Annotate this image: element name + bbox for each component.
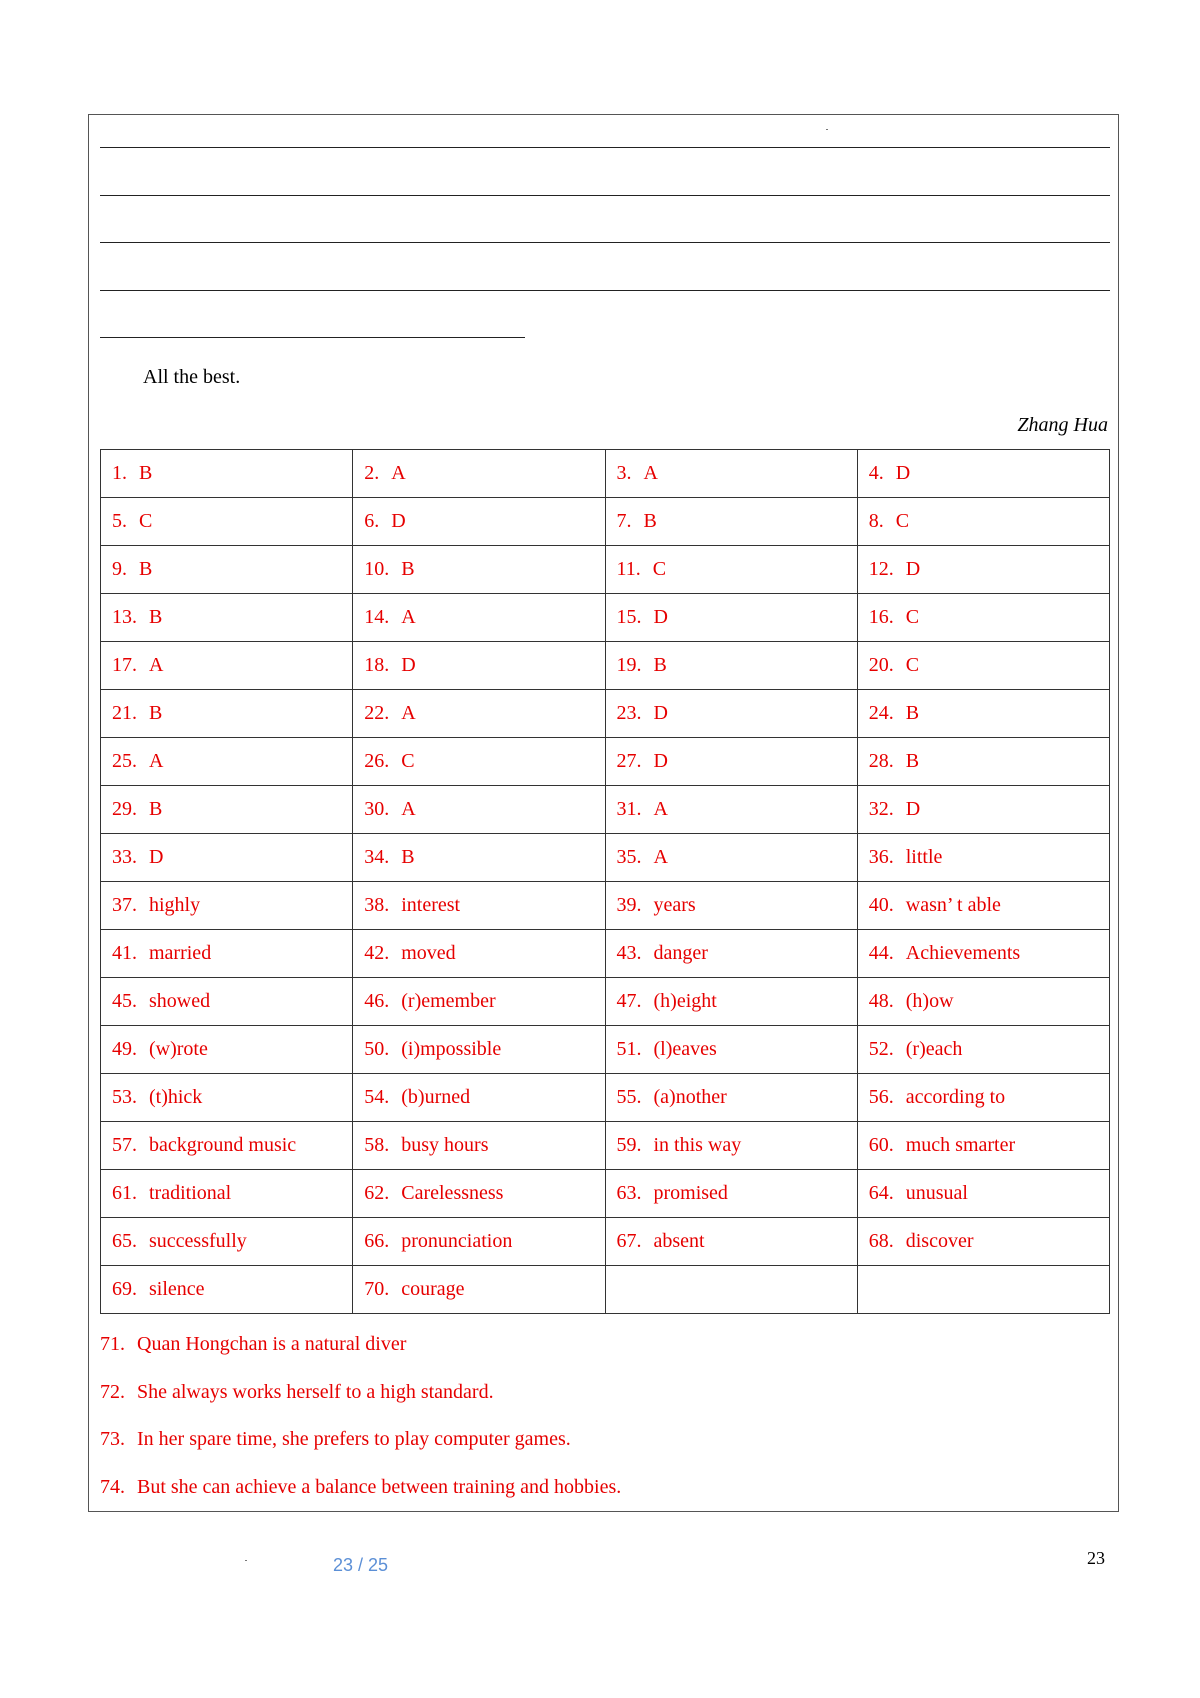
question-number: 5. xyxy=(112,510,127,532)
sentence-answer xyxy=(100,1333,1110,1381)
answer-cell xyxy=(101,786,353,834)
answer-text: little xyxy=(905,846,943,868)
question-number: 33. xyxy=(112,846,137,868)
answer-cell xyxy=(101,978,353,1026)
answer-cell xyxy=(353,930,605,978)
answer-cell xyxy=(857,1122,1109,1170)
answer-cell xyxy=(857,642,1109,690)
question-number: 22. xyxy=(364,702,390,724)
answer-cell xyxy=(857,1266,1109,1314)
answer-row xyxy=(101,978,1110,1026)
answer-text: B xyxy=(905,702,920,724)
answer-text: D xyxy=(895,462,911,484)
question-number: 71. xyxy=(100,1333,125,1355)
answer-cell xyxy=(101,450,353,498)
answer-cell xyxy=(605,498,857,546)
question-number: 64. xyxy=(868,1182,894,1204)
answer-text: interest xyxy=(401,894,461,916)
answer-text: married xyxy=(149,942,212,964)
answer-text: according to xyxy=(905,1086,1006,1108)
question-number: 37. xyxy=(112,894,137,916)
answer-cell xyxy=(101,1074,353,1122)
question-number: 50. xyxy=(364,1038,390,1060)
answer-row xyxy=(101,690,1110,738)
answer-text: A xyxy=(401,606,416,628)
question-number: 69. xyxy=(112,1278,137,1300)
question-number: 19. xyxy=(616,654,642,676)
answer-cell xyxy=(605,786,857,834)
answer-cell xyxy=(857,786,1109,834)
sentence-text: In her spare time, she prefers to play computer games. xyxy=(137,1428,571,1450)
answer-cell xyxy=(605,642,857,690)
answer-row xyxy=(101,1170,1110,1218)
question-number: 10. xyxy=(364,558,390,580)
answer-cell xyxy=(101,498,353,546)
question-number: 72. xyxy=(100,1380,125,1403)
answer-cell xyxy=(857,834,1109,882)
question-number: 53. xyxy=(112,1086,137,1108)
answer-text: A xyxy=(401,798,416,820)
answer-row xyxy=(101,738,1110,786)
answer-cell xyxy=(857,546,1109,594)
answer-cell xyxy=(857,738,1109,786)
question-number: 38. xyxy=(364,894,390,916)
answer-text: B xyxy=(905,750,920,772)
answer-cell xyxy=(101,882,353,930)
answer-text: B xyxy=(401,846,415,868)
answer-cell xyxy=(353,594,605,642)
question-number: 63. xyxy=(616,1182,642,1204)
page-counter: 23 / 25 xyxy=(333,1555,389,1575)
answer-text: years xyxy=(653,894,696,916)
answer-cell xyxy=(857,450,1109,498)
question-number: 40. xyxy=(868,894,894,916)
answer-cell xyxy=(101,1218,353,1266)
question-number: 6. xyxy=(364,510,380,532)
answer-text: wasn’ t able xyxy=(905,894,1001,916)
answer-text: much smarter xyxy=(905,1134,1016,1156)
answer-cell xyxy=(857,978,1109,1026)
question-number: 59. xyxy=(616,1134,642,1156)
answer-text: D xyxy=(905,558,921,580)
sentence-answer xyxy=(100,1381,1110,1429)
question-number: 7. xyxy=(616,510,632,532)
sentence-text: Quan Hongchan is a natural diver xyxy=(137,1333,407,1355)
question-number: 17. xyxy=(112,654,137,676)
answer-cell xyxy=(857,498,1109,546)
answer-text: unusual xyxy=(905,1182,968,1204)
answer-cell xyxy=(101,738,353,786)
answer-row xyxy=(101,1026,1110,1074)
question-number: 70. xyxy=(364,1278,390,1300)
answer-text: D xyxy=(653,750,668,772)
answer-text: B xyxy=(139,462,153,484)
question-number: 35. xyxy=(616,846,642,868)
answer-text: A xyxy=(643,462,658,484)
answer-cell xyxy=(605,546,857,594)
answer-cell xyxy=(605,738,857,786)
answer-cell xyxy=(353,1122,605,1170)
answer-cell xyxy=(353,786,605,834)
question-number: 25. xyxy=(112,750,137,772)
answer-text: danger xyxy=(653,942,708,964)
answer-text: D xyxy=(653,606,668,628)
answer-text: A xyxy=(653,846,668,868)
answer-cell xyxy=(353,450,605,498)
answer-text: B xyxy=(139,558,153,580)
sentence-text: She always works herself to a high standard. xyxy=(137,1380,494,1403)
answer-text: C xyxy=(401,750,415,772)
answer-cell xyxy=(857,1170,1109,1218)
answer-cell xyxy=(353,1170,605,1218)
answer-text: C xyxy=(895,510,910,532)
answer-text: highly xyxy=(149,894,201,916)
answer-cell xyxy=(857,1218,1109,1266)
answer-row xyxy=(101,546,1110,594)
question-number: 36. xyxy=(868,846,894,868)
answer-text: A xyxy=(149,750,164,772)
answer-cell xyxy=(605,450,857,498)
answer-text: silence xyxy=(149,1278,205,1300)
question-number: 1. xyxy=(112,462,127,484)
answer-text: C xyxy=(905,654,920,676)
answer-cell xyxy=(101,594,353,642)
question-number: 3. xyxy=(616,462,632,484)
answer-row xyxy=(101,882,1110,930)
answer-cell xyxy=(353,642,605,690)
answer-text: pronunciation xyxy=(401,1230,513,1252)
answer-text: (l)eaves xyxy=(653,1038,717,1060)
answer-text: A xyxy=(149,654,164,676)
answer-cell xyxy=(101,690,353,738)
answer-text: A xyxy=(391,462,406,484)
answer-row xyxy=(101,450,1110,498)
answer-cell xyxy=(353,498,605,546)
answer-cell xyxy=(101,930,353,978)
writing-line xyxy=(100,242,1110,243)
question-number: 60. xyxy=(868,1134,894,1156)
question-number: 14. xyxy=(364,606,390,628)
answer-cell xyxy=(605,1074,857,1122)
question-number: 61. xyxy=(112,1182,137,1204)
answer-text: (i)mpossible xyxy=(401,1038,502,1060)
answer-text: B xyxy=(643,510,657,532)
question-number: 45. xyxy=(112,990,137,1012)
answer-text: (r)each xyxy=(905,1038,963,1060)
question-number: 66. xyxy=(364,1230,390,1252)
answer-cell xyxy=(857,1026,1109,1074)
answer-cell xyxy=(353,882,605,930)
answer-text: (t)hick xyxy=(149,1086,203,1108)
writing-line xyxy=(100,147,1110,148)
answer-cell xyxy=(605,1122,857,1170)
question-number: 24. xyxy=(868,702,894,724)
answer-text: promised xyxy=(653,1182,728,1204)
answer-cell xyxy=(605,1170,857,1218)
answer-cell xyxy=(857,594,1109,642)
answer-text: busy hours xyxy=(401,1134,489,1156)
answer-cell xyxy=(605,882,857,930)
writing-line xyxy=(100,195,1110,196)
sentence-answer xyxy=(100,1476,1110,1524)
question-number: 43. xyxy=(616,942,642,964)
answer-cell xyxy=(353,738,605,786)
answer-text: D xyxy=(905,798,921,820)
question-number: 11. xyxy=(616,558,641,580)
question-number: 21. xyxy=(112,702,137,724)
answer-text: B xyxy=(653,654,667,676)
answer-text: successfully xyxy=(149,1230,247,1252)
answer-text: showed xyxy=(149,990,211,1012)
answer-cell xyxy=(857,1074,1109,1122)
answer-text: D xyxy=(149,846,164,868)
answer-text: in this way xyxy=(653,1134,742,1156)
answer-row xyxy=(101,1218,1110,1266)
answer-text: (a)nother xyxy=(653,1086,727,1108)
answer-text: D xyxy=(401,654,416,676)
answer-text: absent xyxy=(653,1230,705,1252)
answer-cell xyxy=(605,930,857,978)
answer-text: D xyxy=(653,702,668,724)
answer-cell xyxy=(101,1122,353,1170)
sentence-text: But she can achieve a balance between training and hobbies. xyxy=(137,1475,622,1498)
answer-text: D xyxy=(391,510,406,532)
answer-text: discover xyxy=(905,1230,974,1252)
question-number: 31. xyxy=(616,798,642,820)
answer-text: Achievements xyxy=(905,942,1021,964)
question-number: 65. xyxy=(112,1230,137,1252)
answer-row xyxy=(101,786,1110,834)
question-number: 42. xyxy=(364,942,390,964)
question-number: 68. xyxy=(868,1230,894,1252)
answer-cell xyxy=(353,1266,605,1314)
answer-text: (r)emember xyxy=(401,990,496,1012)
sentence-answer xyxy=(100,1428,1110,1476)
question-number: 23. xyxy=(616,702,642,724)
question-number: 44. xyxy=(868,942,894,964)
letter-signature: Zhang Hua xyxy=(1017,414,1108,436)
writing-line xyxy=(100,337,525,338)
answer-cell xyxy=(605,690,857,738)
answer-cell xyxy=(605,834,857,882)
question-number: 55. xyxy=(616,1086,642,1108)
answer-text: (w)rote xyxy=(149,1038,208,1060)
answer-cell xyxy=(353,546,605,594)
answer-cell xyxy=(353,1026,605,1074)
answer-cell xyxy=(101,834,353,882)
answer-cell xyxy=(101,546,353,594)
answer-key-table xyxy=(100,449,1110,1314)
answer-text: background music xyxy=(149,1134,297,1156)
page-number: 23 xyxy=(1087,1548,1105,1568)
answer-text: A xyxy=(401,702,416,724)
question-number: 26. xyxy=(364,750,390,772)
answer-text: traditional xyxy=(149,1182,232,1204)
question-number: 27. xyxy=(616,750,642,772)
answer-cell xyxy=(353,834,605,882)
answer-row xyxy=(101,1074,1110,1122)
question-number: 34. xyxy=(364,846,390,868)
question-number: 18. xyxy=(364,654,390,676)
answer-row xyxy=(101,1122,1110,1170)
question-number: 9. xyxy=(112,558,127,580)
question-number: 28. xyxy=(868,750,894,772)
speck xyxy=(826,129,828,130)
answer-row xyxy=(101,1266,1110,1314)
answer-cell xyxy=(353,690,605,738)
question-number: 67. xyxy=(616,1230,642,1252)
sentence-answers xyxy=(100,1333,1110,1523)
question-number: 8. xyxy=(868,510,884,532)
question-number: 47. xyxy=(616,990,642,1012)
answer-cell xyxy=(353,1074,605,1122)
question-number: 29. xyxy=(112,798,137,820)
question-number: 2. xyxy=(364,462,380,484)
speck xyxy=(245,1560,247,1561)
answer-cell xyxy=(605,978,857,1026)
question-number: 54. xyxy=(364,1086,390,1108)
writing-line xyxy=(100,290,1110,291)
question-number: 12. xyxy=(868,558,894,580)
answer-cell xyxy=(605,1266,857,1314)
answer-text: Carelessness xyxy=(401,1182,504,1204)
answer-text: (h)ow xyxy=(905,990,954,1012)
answer-cell xyxy=(605,1026,857,1074)
answer-row xyxy=(101,498,1110,546)
question-number: 46. xyxy=(364,990,390,1012)
question-number: 13. xyxy=(112,606,137,628)
answer-text: C xyxy=(905,606,920,628)
answer-text: B xyxy=(149,606,163,628)
answer-text: B xyxy=(149,798,163,820)
question-number: 52. xyxy=(868,1038,894,1060)
question-number: 49. xyxy=(112,1038,137,1060)
question-number: 51. xyxy=(616,1038,642,1060)
answer-text: (h)eight xyxy=(653,990,717,1012)
answer-cell xyxy=(101,1266,353,1314)
answer-key-body xyxy=(101,450,1110,1314)
question-number: 20. xyxy=(868,654,894,676)
question-number: 74. xyxy=(100,1475,125,1498)
answer-text: B xyxy=(401,558,415,580)
answer-cell xyxy=(605,594,857,642)
answer-text: A xyxy=(653,798,668,820)
answer-cell xyxy=(353,1218,605,1266)
question-number: 58. xyxy=(364,1134,390,1156)
question-number: 16. xyxy=(868,606,894,628)
answer-text: courage xyxy=(401,1278,465,1300)
question-number: 57. xyxy=(112,1134,137,1156)
question-number: 62. xyxy=(364,1182,390,1204)
answer-cell xyxy=(857,690,1109,738)
answer-cell xyxy=(353,978,605,1026)
answer-row xyxy=(101,834,1110,882)
question-number: 48. xyxy=(868,990,894,1012)
answer-row xyxy=(101,642,1110,690)
answer-row xyxy=(101,930,1110,978)
question-number: 30. xyxy=(364,798,390,820)
answer-text: C xyxy=(652,558,667,580)
answer-text: B xyxy=(149,702,163,724)
answer-cell xyxy=(101,642,353,690)
answer-text: moved xyxy=(401,942,456,964)
question-number: 15. xyxy=(616,606,642,628)
question-number: 56. xyxy=(868,1086,894,1108)
answer-cell xyxy=(101,1170,353,1218)
question-number: 73. xyxy=(100,1428,125,1450)
question-number: 41. xyxy=(112,942,137,964)
question-number: 32. xyxy=(868,798,894,820)
answer-cell xyxy=(857,882,1109,930)
answer-text: C xyxy=(139,510,153,532)
answer-row xyxy=(101,594,1110,642)
answer-cell xyxy=(857,930,1109,978)
question-number: 39. xyxy=(616,894,642,916)
letter-closing: All the best. xyxy=(143,366,241,388)
answer-text: (b)urned xyxy=(401,1086,471,1108)
answer-cell xyxy=(605,1218,857,1266)
answer-cell xyxy=(101,1026,353,1074)
question-number: 4. xyxy=(868,462,884,484)
